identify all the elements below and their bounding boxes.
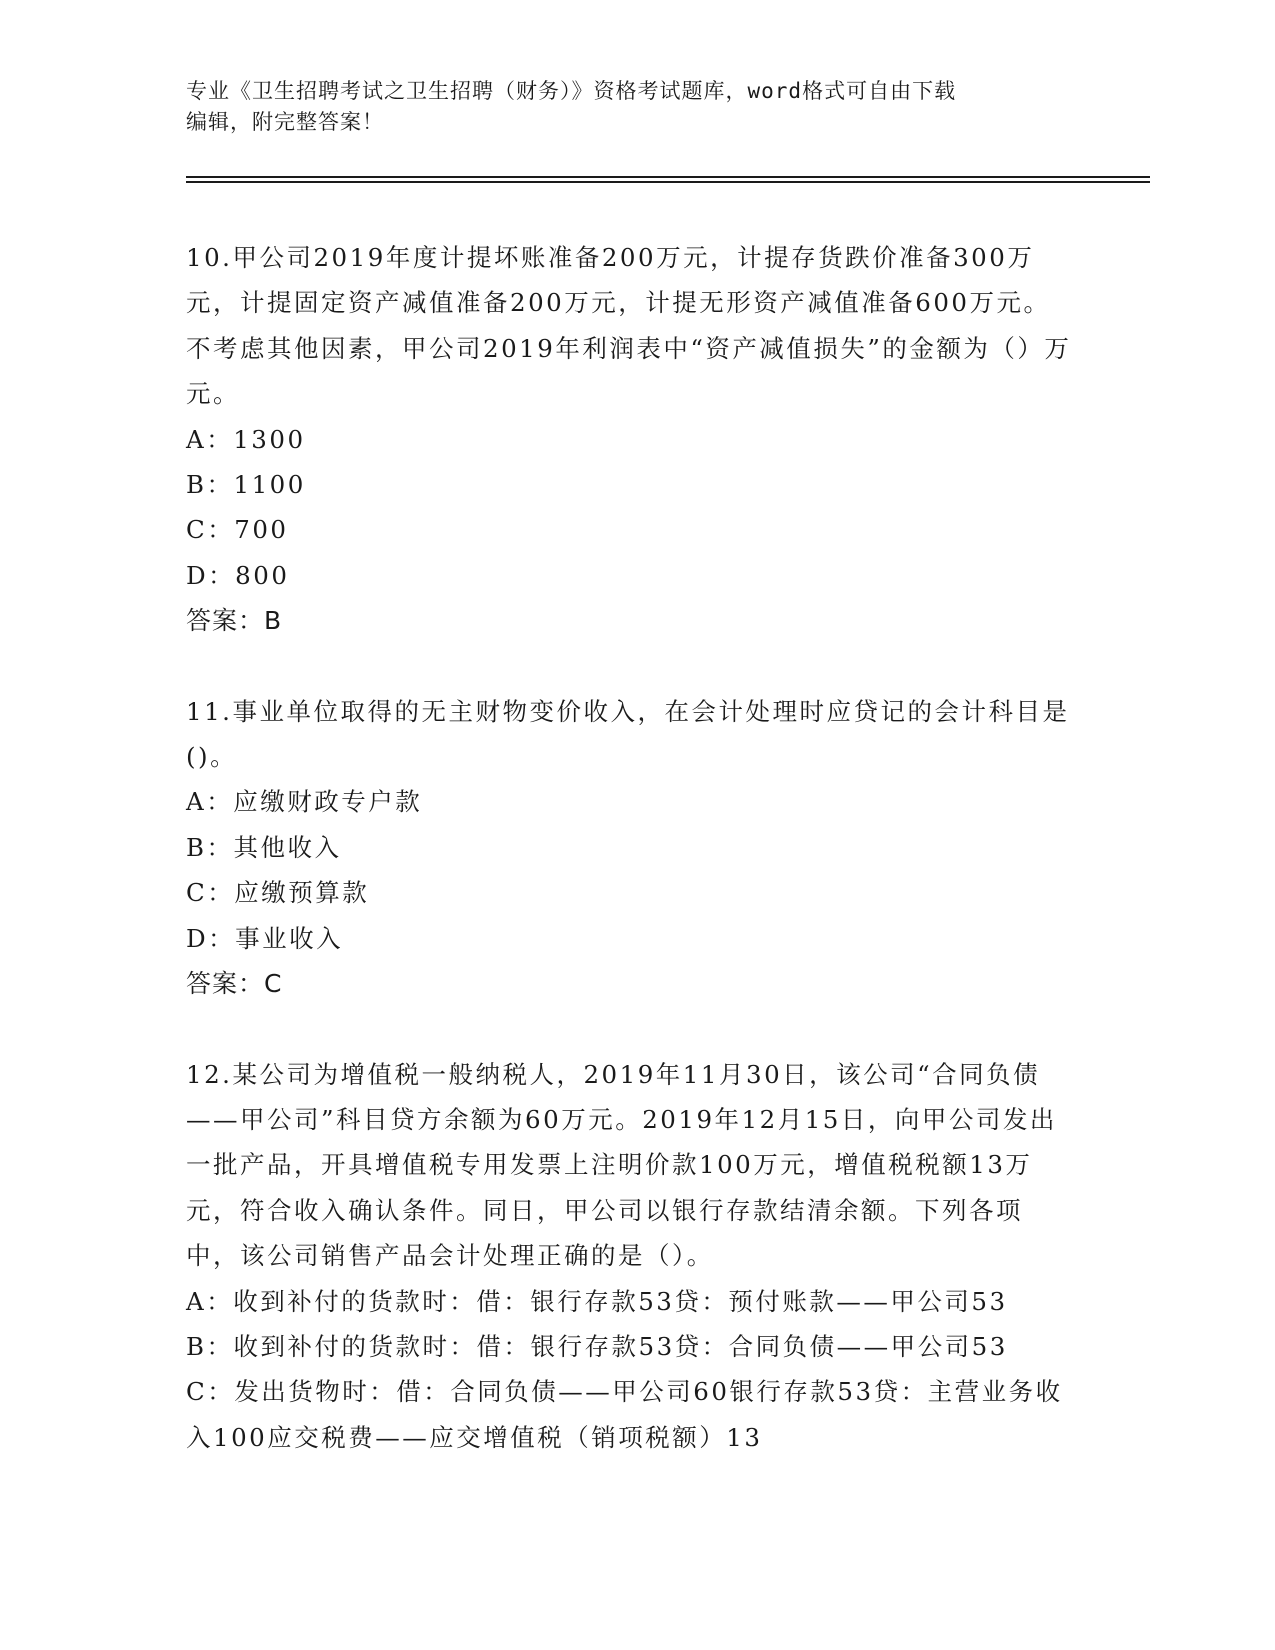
header-line-2: 编辑，附完整答案！ [186, 110, 384, 134]
question-10 [186, 235, 1076, 644]
header-line-1: 专业《卫生招聘考试之卫生招聘（财务）》资格考试题库，word格式可自由下载 [186, 79, 957, 103]
option-a: A：收到补付的货款时：借：银行存款53贷：预付账款——甲公司53 [186, 1286, 1008, 1316]
question-11 [186, 689, 1076, 1007]
question-list [186, 235, 1076, 1505]
option-c: C：应缴预算款 [186, 878, 370, 908]
document-header [186, 76, 1066, 138]
question-12 [186, 1052, 1076, 1461]
question-text: 11.事业单位取得的无主财物变价收入，在会计处理时应贷记的会计科目是()。 [186, 696, 1070, 772]
answer-line: 答案：C [186, 969, 283, 999]
option-b: B：其他收入 [186, 832, 342, 862]
option-c: C：700 [186, 515, 289, 545]
header-divider-bottom [186, 181, 1150, 183]
option-a: A：1300 [186, 424, 306, 454]
header-divider-top [186, 176, 1150, 178]
question-text: 12.某公司为增值税一般纳税人，2019年11月30日，该公司“合同负债——甲公司”科目贷方余额为60万元。2019年12月15日，向甲公司发出一批产品，开具增值税专用发票上注明价款100万元，增值税税额13万元，符合收入确认条件。同日，甲公司以银行存款结清余额。下列各项中，该公司销售产品会计处理正确的是（）。 [186, 1059, 1057, 1271]
option-b: B：收到补付的货款时：借：银行存款53贷：合同负债——甲公司53 [186, 1331, 1008, 1361]
option-d: D：事业收入 [186, 923, 344, 953]
option-d: D：800 [186, 560, 290, 590]
option-c: C：发出货物时：借：合同负债——甲公司60银行存款53贷：主营业务收入100应交税费——应交增值税（销项税额）13 [186, 1377, 1063, 1452]
option-a: A：应缴财政专户款 [186, 787, 423, 817]
question-text: 10.甲公司2019年度计提坏账准备200万元，计提存货跌价准备300万元，计提固定资产减值准备200万元，计提无形资产减值准备600万元。不考虑其他因素，甲公司2019年利润表中“资产减值损失”的金额为（）万元。 [186, 243, 1072, 409]
option-b: B：1100 [186, 470, 306, 500]
answer-line: 答案：B [186, 606, 283, 636]
